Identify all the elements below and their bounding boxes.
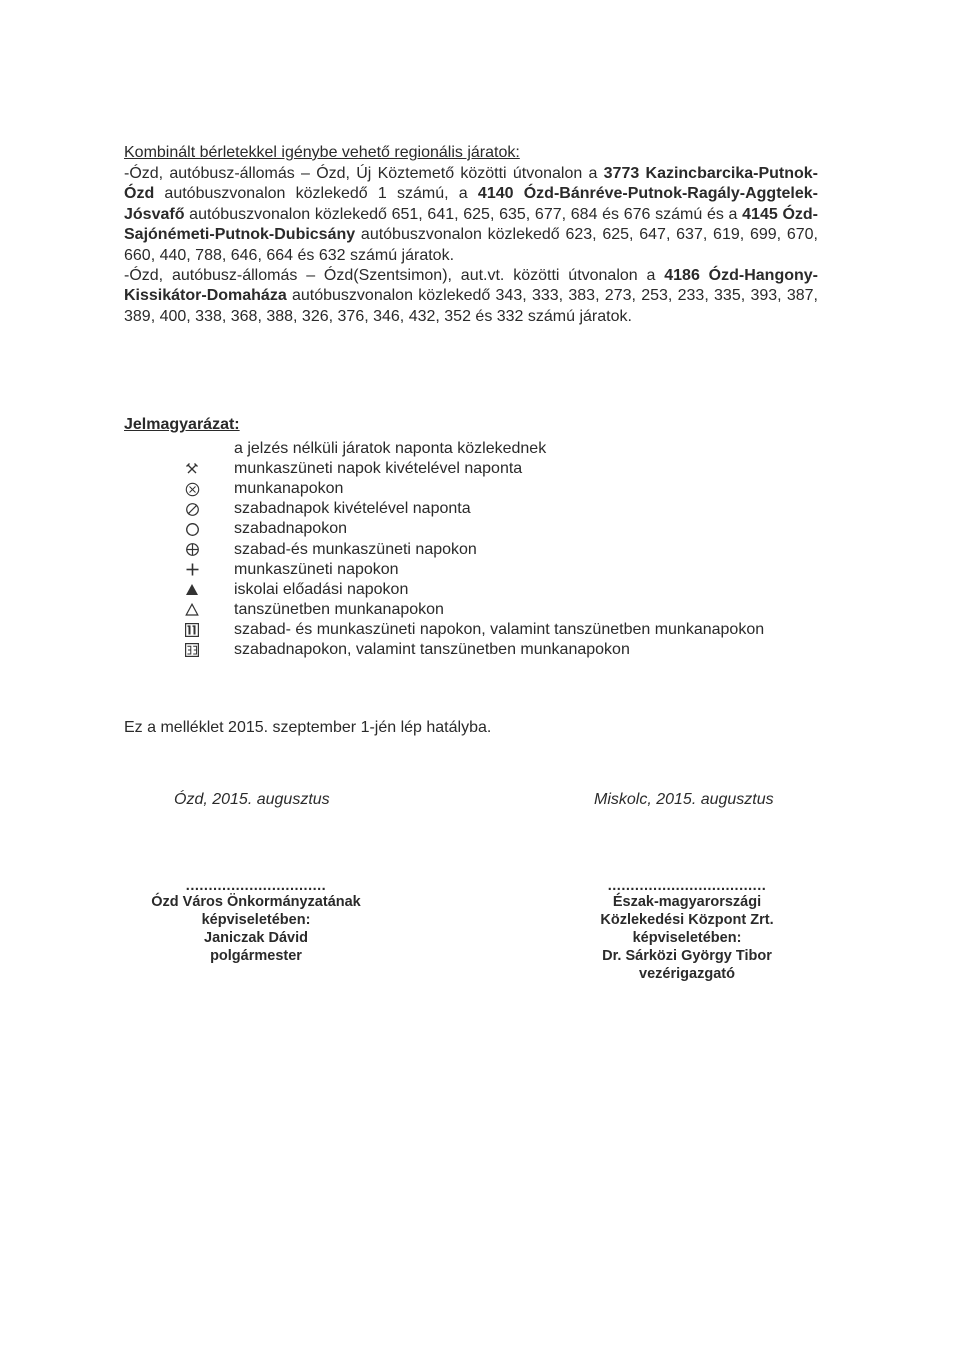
signature-block-left — [106, 879, 406, 965]
route-text: autóbuszvonalon közlekedő 1 számú, a — [154, 185, 478, 203]
legend-item — [150, 539, 850, 559]
signatory-capacity: képviseletében: — [632, 930, 742, 946]
legend-text: a jelzés nélküli járatok naponta közlekednek — [234, 440, 547, 458]
place-date-left: Ózd, 2015. augusztus — [174, 791, 330, 808]
no-symbol — [150, 439, 234, 459]
signatory-organization-2: Közlekedési Központ Zrt. — [600, 912, 774, 928]
legend-text: munkanapokon — [234, 480, 344, 498]
routes-title: Kombinált bérletekkel igénybe vehető regionális járatok: — [124, 144, 520, 161]
crossed-hammers-icon — [150, 459, 234, 479]
route-text: -Ózd, autóbusz-állomás – Ózd(Szentsimon), aut.vt. közötti útvonalon a — [124, 267, 665, 285]
outline-triangle-icon — [150, 600, 234, 620]
boxed-11-icon — [150, 620, 234, 640]
legend-item — [150, 560, 850, 580]
route-line-name: 4186 Ózd-Hangony-Kissikátor-Domaháza — [124, 267, 818, 305]
circled-plus-icon — [150, 540, 234, 560]
legend-item — [150, 519, 850, 539]
effective-date-note: Ez a melléklet 2015. szeptember 1-jén lép hatályba. — [124, 719, 492, 736]
legend-item — [150, 439, 850, 459]
legend-text: szabadnapokon, valamint tanszünetben munkanapokon — [234, 640, 630, 658]
signatory-organization: Ózd Város Önkormányzatának — [151, 894, 361, 910]
routes-text — [124, 164, 818, 327]
legend-text: tanszünetben munkanapokon — [234, 600, 444, 618]
legend-title: Jelmagyarázat: — [124, 416, 240, 433]
legend-text: szabad-és munkaszüneti napokon — [234, 540, 477, 558]
signatory-title: vezérigazgató — [639, 966, 735, 982]
legend-item — [150, 580, 850, 600]
legend-item — [150, 600, 850, 620]
place-date-right: Miskolc, 2015. augusztus — [594, 791, 774, 808]
legend-item — [150, 479, 850, 499]
legend-list — [150, 439, 850, 660]
route-paragraph-1 — [124, 164, 818, 266]
legend-text: munkaszüneti napokon — [234, 560, 399, 578]
signature-line: ............................... — [185, 878, 327, 894]
signatory-name: Janiczak Dávid — [204, 930, 308, 946]
legend-item — [150, 499, 850, 519]
legend-text: szabadnapok kivételével naponta — [234, 500, 471, 518]
legend-text: szabadnapokon — [234, 520, 347, 538]
legend-text: munkaszüneti napok kivételével naponta — [234, 460, 523, 478]
route-line-name: 4145 Ózd-Sajónémeti-Putnok-Dubicsány — [124, 205, 818, 244]
legend-item — [150, 459, 850, 479]
slashed-circle-icon — [150, 499, 234, 519]
signature-block-right — [537, 879, 837, 983]
signatory-title: polgármester — [210, 948, 302, 964]
signatory-organization: Észak-magyarországi — [612, 894, 762, 910]
legend-text: szabad- és munkaszüneti napokon, valamint tanszünetben munkanapokon — [234, 620, 765, 638]
route-line-name: 4140 Ózd-Bánréve-Putnok-Ragály-Aggtelek-Jósvafő — [124, 185, 818, 223]
route-paragraph-2 — [124, 266, 818, 327]
signatory-capacity: képviseletében: — [201, 912, 311, 928]
circle-icon — [150, 519, 234, 539]
plus-icon — [150, 560, 234, 580]
route-text: autóbuszvonalon közlekedő 343, 333, 383, 273, 253, 233, 335, 393, 387, 389, 400, 338, 368, 388, 326, 376, 346, 432, 352 és 332 számú járatok. — [124, 287, 818, 325]
signatory-name: Dr. Sárközi György Tibor — [602, 948, 772, 964]
filled-triangle-icon — [150, 580, 234, 600]
route-text: autóbuszvonalon közlekedő 623, 625, 647, 637, 619, 699, 670, 660, 440, 788, 646, 664 és 632 számú járatok. — [124, 226, 818, 264]
route-line-name: 3773 Kazincbarcika-Putnok-Ózd — [124, 165, 818, 203]
boxed-33-icon — [150, 640, 234, 660]
hammers-circle-icon — [150, 479, 234, 499]
signature-line: ................................... — [607, 878, 767, 894]
route-text: -Ózd, autóbusz-állomás – Ózd, Új Köztemető közötti útvonalon a — [124, 165, 604, 182]
legend-item — [150, 640, 850, 660]
legend-text: iskolai előadási napokon — [234, 580, 409, 598]
legend-item — [150, 620, 850, 640]
route-text: autóbuszvonalon közlekedő 651, 641, 625, 635, 677, 684 és 676 számú és a — [184, 205, 743, 223]
